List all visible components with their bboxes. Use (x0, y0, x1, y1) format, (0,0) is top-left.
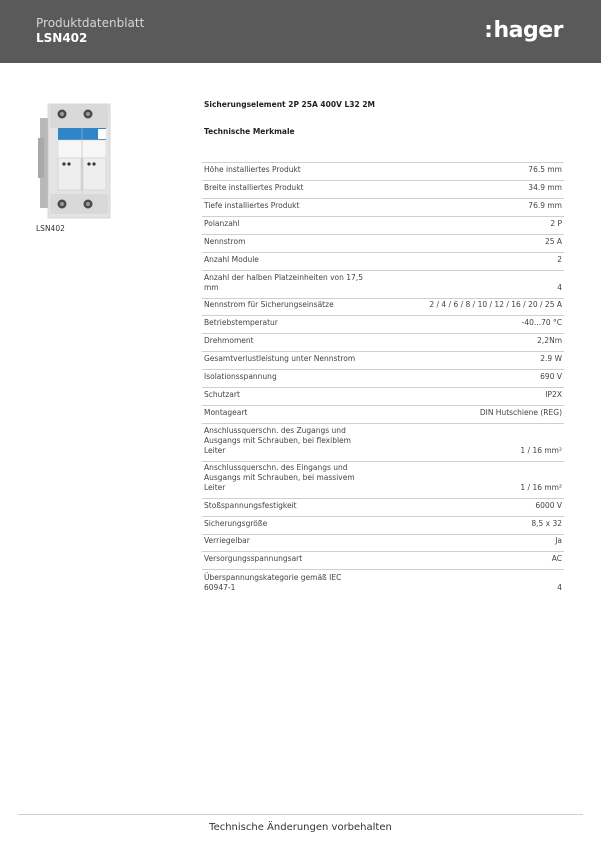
spec-label: Anzahl Module (204, 255, 259, 264)
document-type: Produktdatenblatt (36, 16, 145, 30)
spec-label: Sicherungsgröße (204, 519, 268, 528)
product-image-caption: LSN402 (36, 224, 65, 233)
spec-row (202, 334, 564, 352)
spec-value: 2 (557, 255, 562, 264)
spec-value: 1 / 16 mm² (520, 483, 562, 492)
spec-row (202, 271, 564, 299)
specs-table (202, 162, 564, 598)
spec-value: 2,2Nm (537, 336, 562, 345)
spec-value: 76.5 mm (528, 165, 562, 174)
spec-value: IP2X (545, 390, 562, 399)
spec-row (202, 424, 564, 462)
spec-value: 6000 V (535, 501, 562, 510)
section-heading: Technische Merkmale (204, 127, 295, 136)
spec-label: Drehmoment (204, 336, 254, 345)
spec-row (202, 499, 564, 517)
logo-mark: : (484, 18, 493, 43)
product-image (36, 98, 114, 220)
spec-value: AC (551, 554, 562, 563)
spec-label: Versorgungsspannungsart (204, 554, 303, 563)
spec-row (202, 535, 564, 552)
spec-row (202, 570, 564, 598)
spec-label: Gesamtverlustleistung unter Nennstrom (204, 354, 356, 363)
spec-value: DIN Hutschiene (REG) (479, 408, 562, 417)
spec-row (202, 352, 564, 370)
spec-value: 4 (557, 283, 562, 292)
spec-row (202, 181, 564, 199)
spec-label: Tiefe installiertes Produkt (204, 201, 300, 210)
spec-value: 2.9 W (540, 354, 562, 363)
spec-value: 4 (557, 583, 562, 592)
spec-row (202, 462, 564, 499)
logo-text: hager (493, 18, 563, 43)
footer-divider (18, 814, 583, 815)
spec-row (202, 217, 564, 235)
spec-label: Anschlussquerschn. des Eingangs und Ausgangs mit Schrauben, bei massivem Leiter (204, 463, 355, 492)
spec-value: 34.9 mm (528, 183, 562, 192)
spec-value: 690 V (540, 372, 562, 381)
spec-row (202, 388, 564, 406)
spec-value: Ja (555, 536, 562, 545)
spec-label: Verriegelbar (204, 536, 250, 545)
spec-label: Nennstrom (204, 237, 246, 246)
spec-label: Montageart (204, 408, 248, 417)
spec-value: 1 / 16 mm² (520, 446, 562, 455)
spec-label: Schutzart (204, 390, 240, 399)
spec-row (202, 370, 564, 388)
spec-value: 2 P (550, 219, 562, 228)
spec-value: 2 / 4 / 6 / 8 / 10 / 12 / 16 / 20 / 25 A (429, 300, 562, 309)
spec-row (202, 253, 564, 271)
spec-row (202, 406, 564, 424)
spec-value: -40...70 °C (521, 318, 562, 327)
spec-label: Stoßspannungsfestigkeit (204, 501, 297, 510)
spec-label: Nennstrom für Sicherungseinsätze (204, 300, 334, 309)
spec-label: Überspannungskategorie gemäß IEC 60947-1 (204, 573, 342, 592)
spec-row (202, 316, 564, 334)
spec-label: Anzahl der halben Platzeinheiten von 17,5 mm (204, 273, 363, 292)
spec-label: Höhe installiertes Produkt (204, 165, 301, 174)
spec-label: Betriebstemperatur (204, 318, 278, 327)
spec-label: Isolationsspannung (204, 372, 277, 381)
spec-label: Polanzahl (204, 219, 240, 228)
spec-value: 8,5 x 32 (531, 519, 562, 528)
spec-row (202, 163, 564, 181)
spec-row (202, 517, 564, 535)
spec-row (202, 552, 564, 570)
spec-label: Anschlussquerschn. des Zugangs und Ausgangs mit Schrauben, bei flexiblem Leiter (204, 426, 351, 455)
page-header (0, 0, 601, 63)
footer-note: Technische Änderungen vorbehalten (209, 822, 392, 833)
spec-row (202, 235, 564, 253)
product-title: Sicherungselement 2P 25A 400V L32 2M (204, 100, 375, 109)
spec-row (202, 199, 564, 217)
spec-value: 76.9 mm (528, 201, 562, 210)
hager-logo (484, 18, 563, 43)
spec-label: Breite installiertes Produkt (204, 183, 304, 192)
document-id: LSN402 (36, 31, 88, 45)
spec-value: 25 A (544, 237, 562, 246)
spec-row (202, 299, 564, 316)
